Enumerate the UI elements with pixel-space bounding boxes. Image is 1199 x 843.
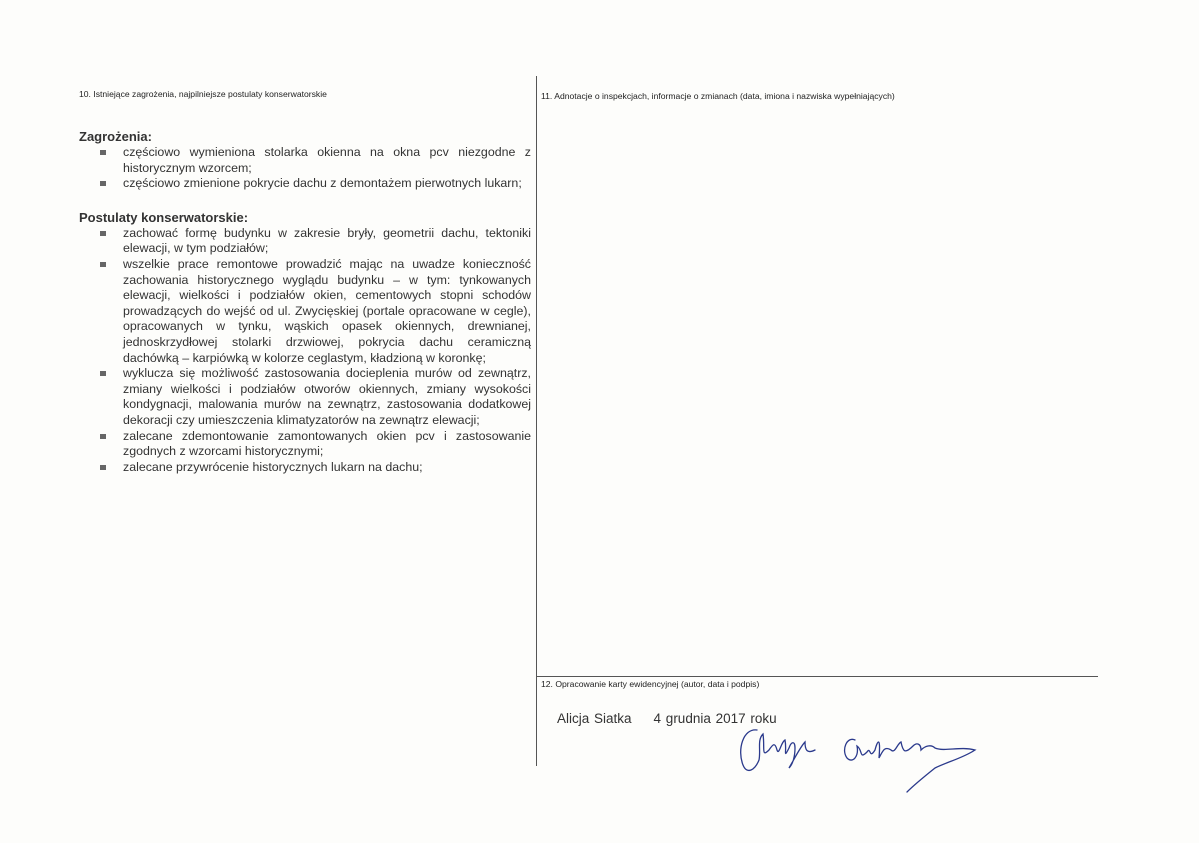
postulates-heading: Postulaty konserwatorskie:	[79, 209, 249, 225]
list-item: częściowo zmienione pokrycie dachu z demontażem pierwotnych lukarn;	[79, 176, 531, 192]
list-item: wyklucza się możliwość zastosowania docieplenia murów od zewnątrz, zmiany wielkości i podziałów otworów okiennych, zmiany wysokości kondygnacji, malowania murów na zewnątrz, zastosowania dodatkowej dekoracji czy umieszczenia klimatyzatorów na zewnątrz elewacji;	[79, 366, 531, 428]
section-divider	[536, 676, 1098, 677]
section-10-title: 10. Istniejące zagrożenia, najpilniejsze postulaty konserwatorskie	[79, 89, 327, 99]
list-item: zachować formę budynku w zakresie bryły, geometrii dachu, tektoniki elewacji, w tym podziałów;	[79, 226, 531, 257]
bullet-icon	[100, 465, 106, 470]
column-divider	[536, 76, 537, 766]
bullet-icon	[100, 231, 106, 236]
list-item: wszelkie prace remontowe prowadzić mając na uwadze konieczność zachowania historycznego wyglądu budynku – w tym: tynkowanych elewacji, wielkości i podziałów okien, cementowych stopni schodów prowadzących do wejść od ul. Zwycięskiej (portale opracowane w cegle), opracowanych w tynku, wąskich opasek okiennych, drewnianej, jednoskrzydłowej stolarki drzwiowej, pokrycia dachu ceramiczną dachówką – karpiówką w kolorze ceglastym, kładzioną w koronkę;	[79, 257, 531, 366]
bullet-icon	[100, 371, 106, 376]
list-item: częściowo wymieniona stolarka okienna na okna pcv niezgodne z historycznym wzorcem;	[79, 145, 531, 176]
postulates-list	[79, 226, 531, 476]
bullet-icon	[100, 262, 106, 267]
section-12-title: 12. Opracowanie karty ewidencyjnej (autor, data i podpis)	[541, 679, 760, 689]
list-item: zalecane zdemontowanie zamontowanych okien pcv i zastosowanie zgodnych z wzorcami historycznymi;	[79, 429, 531, 460]
author-name: Alicja Siatka	[557, 711, 632, 726]
section-11-title: 11. Adnotacje o inspekcjach, informacje o zmianach (data, imiona i nazwiska wypełniających)	[541, 91, 895, 101]
bullet-icon	[100, 181, 106, 186]
list-item: zalecane przywrócenie historycznych lukarn na dachu;	[79, 460, 531, 476]
signature	[735, 720, 985, 795]
threats-heading: Zagrożenia:	[79, 129, 152, 144]
bullet-icon	[100, 434, 106, 439]
threats-list	[79, 145, 531, 192]
author-date: 4 grudnia 2017 roku	[653, 711, 777, 726]
section-10-content	[79, 129, 531, 493]
bullet-icon	[100, 150, 106, 155]
